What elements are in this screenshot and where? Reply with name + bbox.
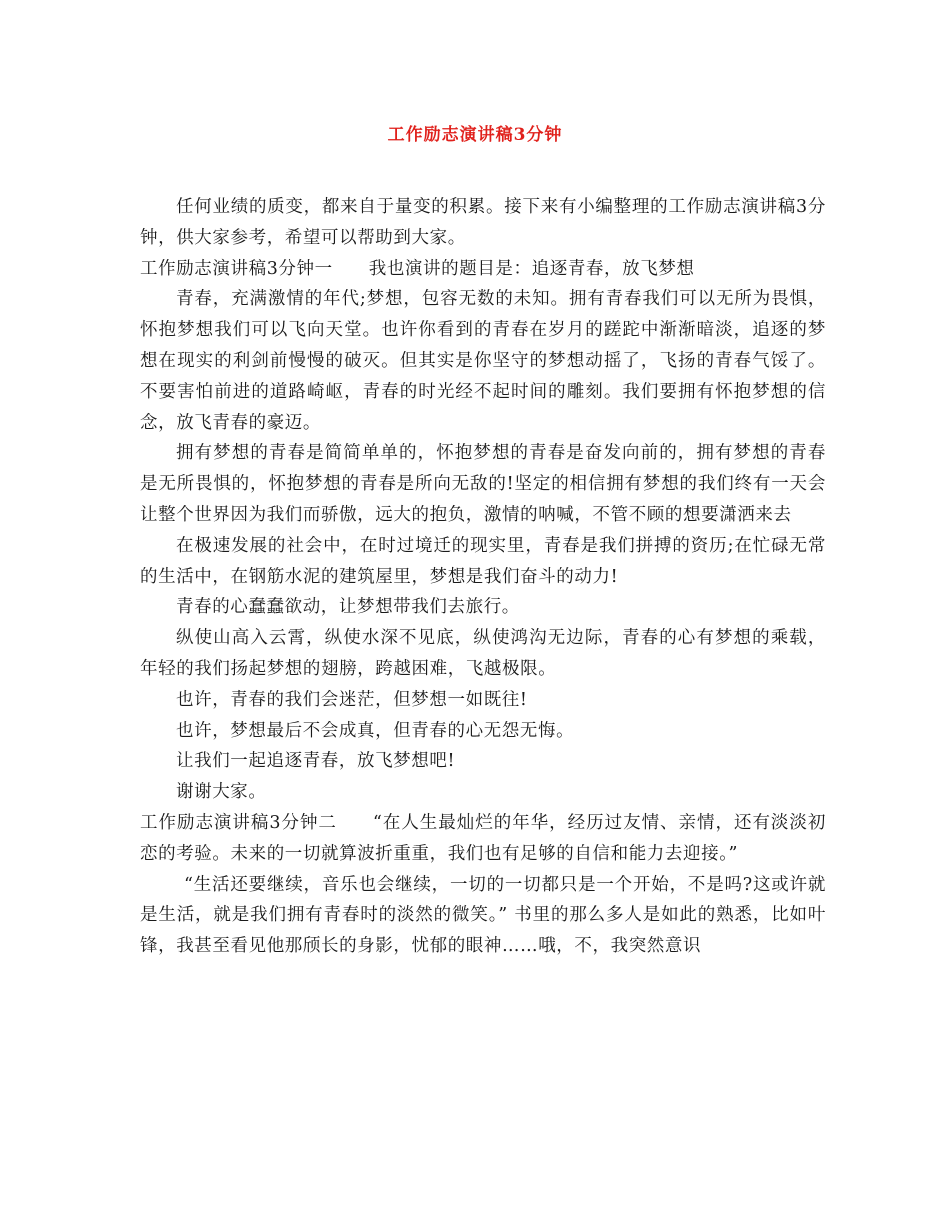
speech1-paragraph: 也许，青春的我们会迷茫，但梦想一如既往!: [176, 689, 528, 710]
document-body: [140, 192, 826, 962]
speech2-heading-paragraph: [140, 808, 826, 870]
speech2-opening: “在人生最灿烂的年华，经历过友情、亲情，还有淡淡初恋的考验。未来的一切就算波折重重，我们也有足够的自信和能力去迎接。”: [140, 812, 826, 864]
speech1-paragraph: 纵使山高入云霄，纵使水深不见底，纵使鸿沟无边际，青春的心有梦想的乘载，年轻的我们扬起梦想的翅膀，跨越困难，飞越极限。: [140, 628, 826, 679]
speech2-heading: 工作励志演讲稿3分钟二: [140, 812, 337, 833]
speech1-paragraph: 青春，充满激情的年代;梦想，包容无数的未知。拥有青春我们可以无所为畏惧，怀抱梦想我们可以飞向天堂。也许你看到的青春在岁月的蹉跎中渐渐暗淡，追逐的梦想在现实的利剑前慢慢的破灭。但其实是你坚守的梦想动摇了，飞扬的青春气馁了。不要害怕前进的道路崎岖，青春的时光经不起时间的雕刻。我们要拥有怀抱梦想的信念，放飞青春的豪迈。: [140, 289, 826, 433]
speech2-paragraph: “生活还要继续，音乐也会继续，一切的一切都只是一个开始，不是吗?这或许就是生活，就是我们拥有青春时的淡然的微笑。” 书里的那么多人是如此的熟悉，比如叶锋，我甚至看见他那颀长的身影，忧郁的眼神……哦，不，我突然意识: [140, 874, 826, 957]
speech1-paragraph: 谢谢大家。: [176, 782, 267, 803]
page-title: 工作励志演讲稿3分钟: [387, 125, 563, 145]
intro-paragraph: 任何业绩的质变，都来自于量变的积累。接下来有小编整理的工作励志演讲稿3分钟，供大家参考，希望可以帮助到大家。: [140, 197, 826, 248]
speech1-paragraph: 在极速发展的社会中，在时过境迁的现实里，青春是我们拼搏的资历;在忙碌无常的生活中，在钢筋水泥的建筑屋里，梦想是我们奋斗的动力!: [140, 535, 826, 587]
speech1-paragraph: 也许，梦想最后不会成真，但青春的心无怨无悔。: [176, 720, 575, 741]
speech1-paragraph: 拥有梦想的青春是简简单单的，怀抱梦想的青春是奋发向前的，拥有梦想的青春是无所畏惧的，怀抱梦想的青春是所向无敌的!坚定的相信拥有梦想的我们终有一天会让整个世界因为我们而骄傲，远大的抱负，激情的呐喊，不管不顾的想要潇洒来去: [140, 443, 826, 525]
speech1-heading-line: [140, 254, 826, 285]
speech1-paragraph: 让我们一起追逐青春，放飞梦想吧!: [176, 751, 456, 772]
speech1-paragraph: 青春的心蠢蠢欲动，让梦想带我们去旅行。: [176, 597, 520, 618]
speech1-heading: 工作励志演讲稿3分钟一: [140, 258, 333, 279]
speech1-subject: 我也演讲的题目是：追逐青春，放飞梦想: [368, 258, 695, 279]
